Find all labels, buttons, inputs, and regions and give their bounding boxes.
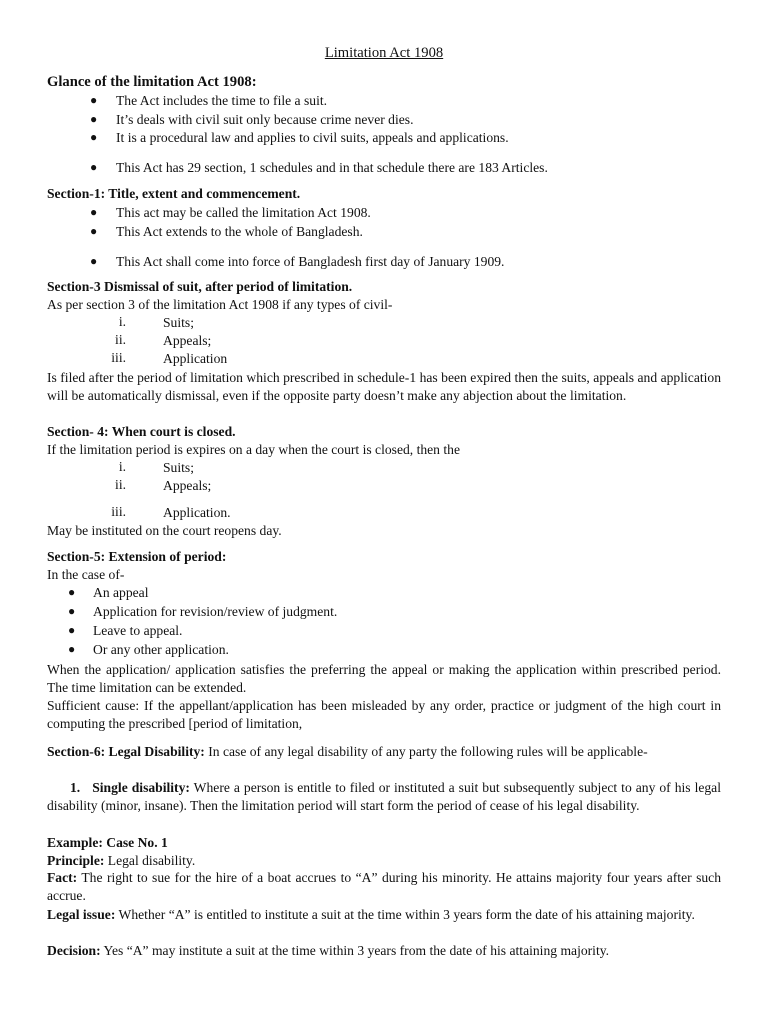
single-disability-item bbox=[47, 779, 721, 815]
glance-bullet: It’s deals with civil suit only because crime never dies. bbox=[116, 112, 414, 127]
bullet-icon: ● bbox=[90, 254, 98, 268]
section1-heading: Section-1: Title, extent and commencement. bbox=[47, 186, 301, 201]
principle-text: Legal disability. bbox=[104, 853, 196, 868]
fact-label: Fact: bbox=[47, 870, 78, 885]
section5-paragraph: When the application/ application satisfies the preferring the appeal or making the application within prescribed period. The time limitation can be extended. bbox=[47, 662, 721, 696]
example-label: Example: Case No. 1 bbox=[47, 835, 168, 850]
section6-intro bbox=[47, 743, 721, 761]
fact-paragraph bbox=[47, 869, 721, 905]
bullet-icon: ● bbox=[68, 585, 76, 599]
bullet-icon: ● bbox=[90, 160, 98, 174]
section5-sufficient-cause: Sufficient cause: If the appellant/application has been misleaded by any order, practice or judgment of the high court in computing the prescribed [period of limitation, bbox=[47, 698, 721, 732]
legal-issue-text: Whether “A” is entitled to institute a suit at the time within 3 years form the date of his attaining majority. bbox=[115, 907, 695, 922]
section3-intro: As per section 3 of the limitation Act 1908 if any types of civil- bbox=[47, 297, 393, 312]
section3-item: Suits; bbox=[163, 315, 194, 330]
section4-item: Application. bbox=[163, 505, 231, 520]
decision-line bbox=[47, 942, 609, 960]
section4-item: Suits; bbox=[163, 460, 194, 475]
section1-bullet: This act may be called the limitation Act 1908. bbox=[116, 205, 371, 220]
section1-bullet: This Act extends to the whole of Bangladesh. bbox=[116, 224, 363, 239]
single-disability-label: Single disability: bbox=[92, 780, 190, 795]
legal-issue-label: Legal issue: bbox=[47, 907, 116, 922]
principle-label: Principle: bbox=[47, 853, 105, 868]
section6-text: In case of any legal disability of any party the following rules will be applicable- bbox=[204, 744, 648, 759]
section5-bullet: Or any other application. bbox=[93, 642, 229, 657]
section3-heading: Section-3 Dismissal of suit, after period of limitation. bbox=[47, 279, 353, 294]
fact-text: The right to sue for the hire of a boat accrues to “A” during his minority. He attains majority four years after such accrue. bbox=[47, 870, 721, 904]
roman-numeral: iii. bbox=[111, 350, 126, 365]
roman-numeral: i. bbox=[118, 314, 126, 329]
glance-bullet: This Act has 29 section, 1 schedules and in that schedule there are 183 Articles. bbox=[116, 160, 548, 175]
section4-intro: If the limitation period is expires on a day when the court is closed, then the bbox=[47, 442, 460, 457]
glance-bullet: It is a procedural law and applies to civil suits, appeals and applications. bbox=[116, 130, 509, 145]
legal-issue-paragraph bbox=[47, 906, 721, 924]
section3-item: Appeals; bbox=[163, 333, 212, 348]
section4-heading: Section- 4: When court is closed. bbox=[47, 424, 236, 439]
roman-numeral: i. bbox=[118, 459, 126, 474]
bullet-icon: ● bbox=[90, 112, 98, 126]
bullet-icon: ● bbox=[68, 623, 76, 637]
bullet-icon: ● bbox=[68, 642, 76, 656]
section4-outro: May be instituted on the court reopens day. bbox=[47, 523, 282, 538]
bullet-icon: ● bbox=[90, 130, 98, 144]
section5-bullet: Leave to appeal. bbox=[93, 623, 183, 638]
section5-intro: In the case of- bbox=[47, 567, 125, 582]
section5-bullet: An appeal bbox=[93, 585, 149, 600]
section5-bullet: Application for revision/review of judgment. bbox=[93, 604, 338, 619]
bullet-icon: ● bbox=[90, 224, 98, 238]
bullet-icon: ● bbox=[90, 93, 98, 107]
section1-bullet: This Act shall come into force of Bangladesh first day of January 1909. bbox=[116, 254, 505, 269]
section5-heading: Section-5: Extension of period: bbox=[47, 549, 227, 564]
roman-numeral: ii. bbox=[115, 332, 126, 347]
glance-heading: Glance of the limitation Act 1908: bbox=[47, 74, 257, 90]
bullet-icon: ● bbox=[90, 205, 98, 219]
decision-label: Decision: bbox=[47, 943, 101, 958]
section3-item: Application bbox=[163, 351, 228, 366]
decision-text: Yes “A” may institute a suit at the time within 3 years from the date of his attaining majority. bbox=[100, 943, 610, 958]
single-disability-text: Where a person is entitle to filed or instituted a suit but subsequently subject to any of his legal disability (minor, insane). Then the limitation period will start form the period of cease of his legal disability. bbox=[47, 780, 721, 814]
page-title: Limitation Act 1908 bbox=[324, 45, 444, 61]
roman-numeral: iii. bbox=[111, 504, 126, 519]
item-number: 1. bbox=[70, 780, 81, 795]
roman-numeral: ii. bbox=[115, 477, 126, 492]
principle-line bbox=[47, 852, 195, 870]
bullet-icon: ● bbox=[68, 604, 76, 618]
section3-paragraph: Is filed after the period of limitation which prescribed in schedule-1 has been expired then the suits, appeals and application will be automatically dismissal, even if the opposite party doesn’t make any abjection about the limitation. bbox=[47, 370, 721, 404]
section6-heading: Section-6: Legal Disability: bbox=[47, 744, 205, 759]
section4-item: Appeals; bbox=[163, 478, 212, 493]
glance-bullet: The Act includes the time to file a suit. bbox=[116, 93, 328, 108]
